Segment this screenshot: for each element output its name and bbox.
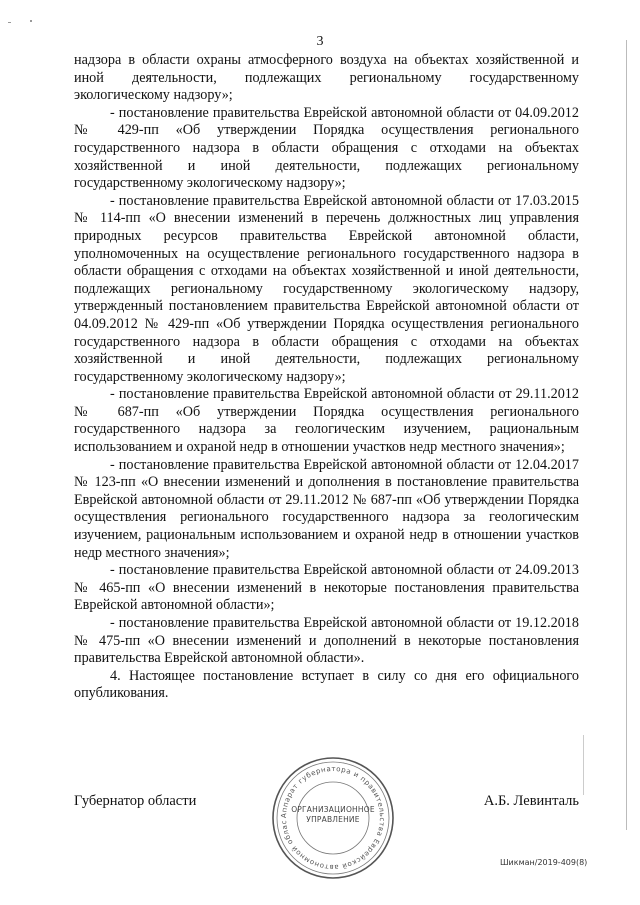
- signatory-name: А.Б. Левинталь: [483, 793, 579, 809]
- seal-center-line1: ОРГАНИЗАЦИОННОЕ: [291, 805, 375, 814]
- seal-center-text: [268, 805, 398, 825]
- seal-center-line2: УПРАВЛЕНИЕ: [306, 815, 360, 824]
- paragraph-resolution-475: - постановление правительства Еврейской автономной области от 19.12.2018 № 475-пп «О внесении изменений и дополнений в некоторые постановления правительства Еврейской автономной области».: [74, 615, 579, 667]
- page-number: 3: [316, 34, 324, 49]
- signatory-title: Губернатор области: [74, 793, 197, 809]
- paragraph-effective-date: 4. Настоящее постановление вступает в силу со дня его официального опубликования.: [74, 667, 579, 702]
- paragraph-resolution-114: - постановление правительства Еврейской автономной области от 17.03.2015 № 114-пп «О внесении изменений в перечень должностных лиц управления природных ресурсов правительства Еврейской автономной области, уполномоченных на осуществление регионального государственного надзора в области обращения с отходами на объектах хозяйственной и иной деятельности, подлежащих региональному государственному экологическому надзору, утвержденный постановлением правительства Еврейской автономной области от 04.09.2012 № 429-пп «Об утверждении Порядка осуществления регионального государственного надзора в области обращения с отходами на объектах хозяйственной и иной деятельности, подлежащих региональному государственному экологическому надзору»;: [74, 192, 579, 385]
- paragraph-resolution-465: - постановление правительства Еврейской автономной области от 24.09.2013 № 465-пп «О внесении изменений в некоторые постановления правительства Еврейской автономной области»;: [74, 562, 579, 614]
- scan-mark-top-left: [8, 22, 11, 23]
- seal-ring-text: Аппарат губернатора и правительства Еврейской автономной облас: [279, 764, 387, 872]
- paragraph-continuation: надзора в области охраны атмосферного воздуха на объектах хозяйственной и иной деятельности, подлежащих региональному государственному экологическому надзору»;: [74, 52, 579, 104]
- scan-mark-right-edge: [626, 40, 627, 830]
- paragraph-resolution-429: - постановление правительства Еврейской автономной области от 04.09.2012 № 429-пп «Об утверждении Порядка осуществления регионального государственного надзора в области обращения с отходами на объектах хозяйственной и иной деятельности, подлежащих региональному государственному экологическому надзору»;: [74, 104, 579, 192]
- document-body: [74, 52, 579, 703]
- official-seal-stamp: [268, 753, 398, 883]
- document-footer-code: Шикман/2019-409(8): [500, 858, 588, 867]
- scan-mark-top-left-2: [30, 20, 32, 22]
- paragraph-resolution-123: - постановление правительства Еврейской автономной области от 12.04.2017 № 123-пп «О внесении изменений и дополнения в постановление правительства Еврейской автономной области от 29.11.2012 № 687-пп «Об утверждении Порядка осуществления регионального государственного надзора за геологическим изучением, рациональным использованием и охраной недр в отношении участков недр местного значения»;: [74, 456, 579, 561]
- paragraph-resolution-687: - постановление правительства Еврейской автономной области от 29.11.2012 № 687-пп «Об утверждении Порядка осуществления регионального государственного надзора за геологическим изучением, рациональным использованием и охраной недр в отношении участков недр местного значения»;: [74, 386, 579, 456]
- scan-mark-right-dots: [583, 735, 584, 795]
